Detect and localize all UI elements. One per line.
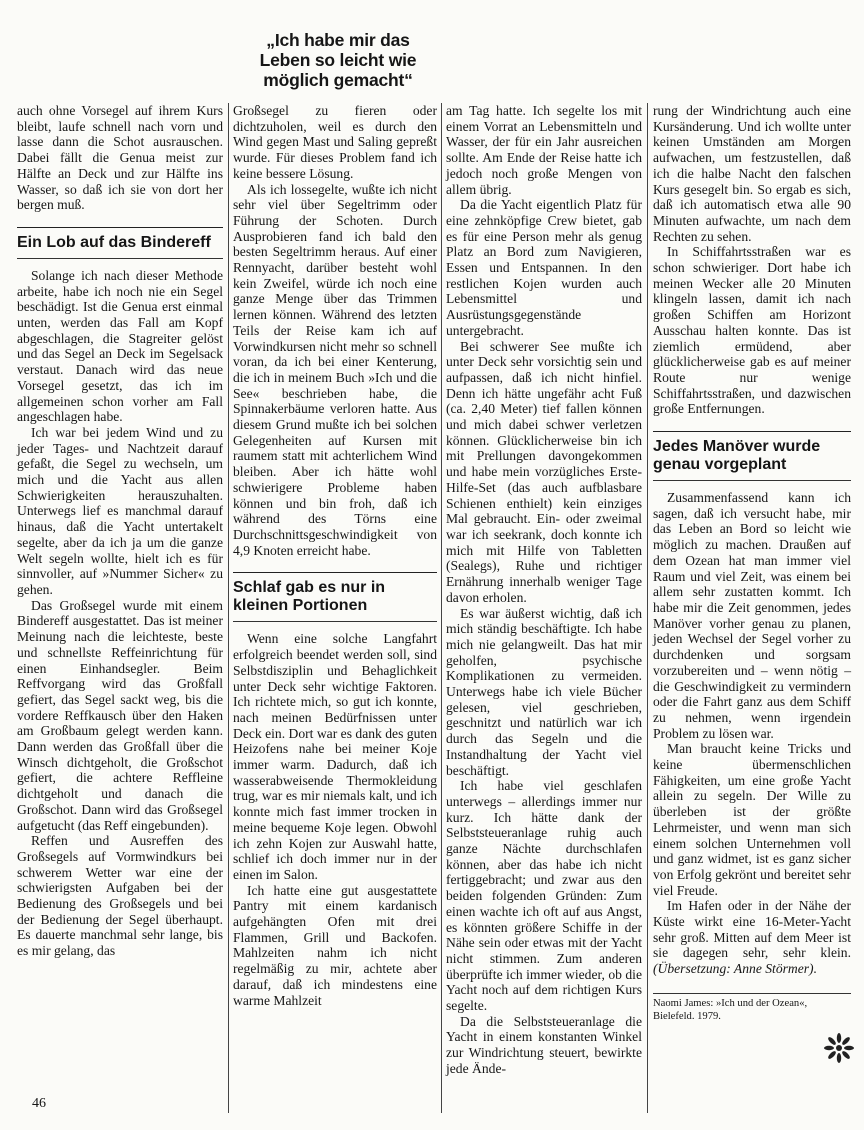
translation-credit: (Übersetzung: Anne Störmer). [653,961,817,977]
paragraph: Ich habe viel geschlafen unterwegs – allerdings immer nur kurz. Ich hätte dank der Selbststeueranlage ruhig auch ganze Nächte durchschlafen können, aber das habe ich nicht fertiggebracht; und zwar aus den beiden folgenden Gründen: Zum einen wachte ich oft auf aus Angst, es könnten größere Schiffe in der Nähe sein oder etwas mit der Yacht nicht stimmen. Zum anderen überprüfte ich immer wieder, ob die Yacht noch auf dem richtigen Kurs segelte. [446,778,642,1014]
headline-line-3: möglich gemacht“ [263,70,413,90]
paragraph: Da die Selbststeueranlage die Yacht in einem konstanten Winkel zur Windrichtung steuert, bewirkte jede Ände- [446,1013,642,1076]
article-headline [238,30,438,90]
headline-line-1: „Ich habe mir das [266,30,410,50]
paragraph: am Tag hatte. Ich segelte los mit einem Vorrat an Lebensmitteln und Wasser, der für ein Jahr ausreichen sollte. Am Ende der Reise hatte ich jedoch noch große Mengen von allem übrig. [446,103,642,197]
subheading-rule [653,480,851,481]
paragraph: auch ohne Vorsegel auf ihrem Kurs bleibt, laufe schnell nach vorn und lasse dann die Schot ausrauschen. Dabei fällt die Genua meist zur Hälfte an Deck und zur Hälfte ins Wasser, so daß ich sie von dort her bergen muß. [17,103,223,213]
paragraph: Wenn eine solche Langfahrt erfolgreich beendet werden soll, sind Selbstdisziplin und Behaglichkeit unter Deck sehr wichtige Faktoren. Ich richtete mich, so gut ich konnte, nach meinen Bedürfnissen unter Deck ein. Dort war es dank des guten Heizofens nahe bei meiner Koje immer warm. Dadurch, daß ich wasserabweisende Thermokleidung trug, war es mir niemals kalt, und ich konnte mich fast immer trocken in meine bequeme Koje legen. Obwohl ich zehn Kojen zur Auswahl hatte, schlief ich doch immer nur in der einen im Salon. [233,631,437,882]
paragraph: In Schiffahrtsstraßen war es schon schwieriger. Dort habe ich meinen Wecker alle 20 Minuten klingeln lassen, damit ich nach großen Schiffen am Horizont Ausschau halten konnte. Das ist ziemlich ermüdend, aber glücklicherweise gab es auf meiner Route nur wenige Schiffahrtsstraßen, und dazwischen große Entfernungen. [653,244,851,417]
subheading-rule [233,621,437,622]
subheading: Schlaf gab es nur in kleinen Portionen [233,572,437,615]
paragraph: Solange ich nach dieser Methode arbeite, habe ich noch nie ein Segel beschädigt. Ist die Genua erst einmal unten, werden das Fall am Kopf abgeschlagen, die Stagreiter gelöst und das Segel an Deck im Segelsack verstaut. Danach wird das neue Vorsegel gesetzt, das ich im allgemeinen schon vorher am Fall angeschlagen habe. [17,267,223,425]
column-divider [441,103,442,1113]
paragraph-text: Im Hafen oder in der Nähe der Küste wirkt eine 16-Meter-Yacht sehr groß. Mitten auf dem Meer ist sie dagegen sehr, sehr klein. [653,898,851,961]
column-divider [228,103,229,1113]
paragraph: Bei schwerer See mußte ich unter Deck sehr vorsichtig sein und aufpassen, daß ich nicht hinfiel. Denn ich hätte ungefähr acht Fuß (ca. 2,40 Meter) tief fallen können und mich dabei schwer verletzen können. Glücklicherweise bin ich mit Prellungen davongekommen und habe mein vorzügliches Erste-Hilfe-Set (das auch aufblasbare Schienen enthielt) kein einziges Mal gebraucht. Ein- oder zweimal war ich seekrank, doch konnte ich mich mit Hilfe von Tabletten (Sealegs), Ruhe und richtiger Ernährung innerhalb weniger Tage davon erholen. [446,338,642,605]
paragraph: Ich hatte eine gut ausgestattete Pantry mit einem kardanisch aufgehängten Ofen mit drei Flammen, Grill und Backofen. Mahlzeiten nahm ich nicht regelmäßig zu mir, achtete aber darauf, daß ich mindestens eine warme Mahlzeit [233,882,437,1008]
paragraph: Reffen und Ausreffen des Großsegels auf Vormwindkurs bei schwerem Wetter war eine der schwierigsten Aufgaben bei der Bedienung des Großsegels und bei der Bedienung der Segel überhaupt. Es dauerte manchmal sehr lange, bis es mir gelang, das [17,833,223,959]
subheading-rule [17,258,223,259]
subheading: Jedes Manöver wurde genau vorgeplant [653,431,851,474]
publisher-logo-icon [823,1032,855,1064]
column-divider [647,103,648,1113]
paragraph: Das Großsegel wurde mit einem Bindereff ausgestattet. Das ist meiner Meinung nach die leichteste, beste und schnellste Reffeinrichtung für einen Einhandsegler. Beim Reffvorgang wird das Großfall gefiert, das Segel sackt weg, bis die vordere Reffkausch über den Haken am Großbaum gelegt werden kann. Dann werden das Großfall über die Winsch dichtgeholt, die Großschot gefiert, die achtere Reffleine dichtgeholt und danach die Großschot. Dann wird das Großsegel aufgetucht (das Reff eingebunden). [17,597,223,833]
paragraph: Man braucht keine Tricks und keine übermenschlichen Fähigkeiten, um eine große Yacht allein zu segeln. Der Wille zu überleben ist der größte Lehrmeister, und wenn man sich einem solchen Unternehmen voll und ganz widmet, ist es ganz sicher von Erfolg gekrönt und bereitet sehr viel Freude. [653,741,851,898]
text-column-3 [446,103,642,1113]
subheading: Ein Lob auf das Bindereff [17,227,223,252]
paragraph: Großsegel zu fieren oder dichtzuholen, weil es durch den Wind gegen Mast und Saling gepreßt wurde. Für dieses Problem fand ich keine bessere Lösung. [233,103,437,181]
paragraph: rung der Windrichtung auch eine Kursänderung. Und ich wollte unter keinen Umständen am Morgen aufwachen, um festzustellen, daß ich die halbe Nacht den falschen Kurs gesegelt bin. So ergab es sich, daß ich automatisch etwa alle 90 Minuten aufwachte, um nach dem Rechten zu sehen. [653,103,851,244]
text-column-1 [17,103,223,1113]
page-number: 46 [32,1096,46,1111]
paragraph: Zusammenfassend kann ich sagen, daß ich versucht habe, mir das Leben an Bord so leicht wie möglich zu machen. Draußen auf dem Ozean hat man immer viel Raum und viel Zeit, was einem bei allem sehr zustatten kommt. Ich habe mir die Zeit genommen, jedes Manöver vorher genau zu planen, jeden Wechsel der Segel vorher zu durchdenken und sorgsam vorzubereiten und – wenn nötig – die Geschwindigkeit zu vermindern oder die Fahrt ganz aus dem Schiff zu nehmen, wenn irgendein Problem zu lösen war. [653,490,851,741]
paragraph: Es war äußerst wichtig, daß ich mich ständig beschäftigte. Ich habe mich nie gelangweilt. Das hat mir geholfen, psychische Komplikationen zu vermeiden. Unterwegs habe ich viele Bücher gelesen, viel geschrieben, geschnitzt und natürlich war ich durch das Segeln und die Instandhaltung der Yacht viel beschäftigt. [446,605,642,778]
paragraph: Als ich lossegelte, wußte ich nicht sehr viel über Segeltrimm oder Führung der Schoten. Durch Ausprobieren fand ich bald den besten Segeltrimm heraus. Auf einer Rennyacht, darüber besteht wohl kein Zweifel, würde ich noch eine ganze Menge über das Trimmen lernen können. Während des letzten Teils der Reise kam ich auf Vorwindkursen nicht mehr so schnell voran, da ich bei einer Kenterung, die ich in meinem Buch »Ich und die See« beschrieben habe, die Spinnakerbäume verloren hatte. Aus diesem Grund mußte ich bei solchen Gelegenheiten auf Kursen mit raumem statt mit achterlichem Wind bleiben. Aber ich hätte wohl schwierigere Probleme haben können und bin froh, daß ich während des Törns eine Durchschnittsgeschwindigkeit von 4,9 Knoten erreicht habe. [233,181,437,558]
text-column-2 [233,103,437,1113]
paragraph: Da die Yacht eigentlich Platz für eine zehnköpfige Crew bietet, gab es für eine Person mehr als genug Platz an Bord zum Navigieren, Essen und Entspannen. In den restlichen Kojen wurden auch Lebensmittel und Ausrüstungsgegenstände untergebracht. [446,197,642,338]
headline-line-2: Leben so leicht wie [259,50,417,70]
paragraph: Ich war bei jedem Wind und zu jeder Tages- und Nachtzeit darauf gefaßt, die Segel zu wechseln, um mich und die Yacht aus allen Schwierigkeiten herauszuhalten. Unterwegs lief es manchmal darauf hinaus, daß die Yacht untertakelt segelte, aber da ich ja um die ganze Welt segeln wollte, hielt ich es für sinnvoller, auf »Nummer Sicher« zu gehen. [17,424,223,597]
footnote: Naomi James: »Ich und der Ozean«, Bielefeld. 1979. [653,993,851,1023]
paragraph [653,898,851,977]
text-column-4 [653,103,851,1113]
